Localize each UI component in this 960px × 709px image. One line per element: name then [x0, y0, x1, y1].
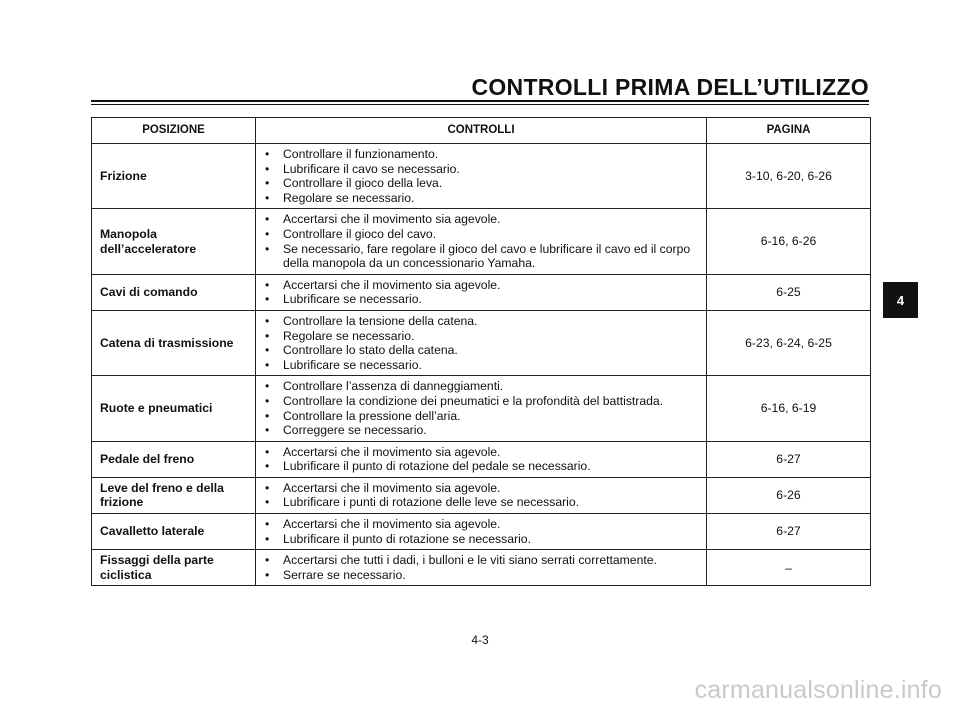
table-row [92, 441, 871, 477]
checks-list [265, 147, 700, 205]
position-cell: Cavi di comando [92, 274, 256, 310]
checks-cell [256, 209, 707, 274]
table-header-row [92, 118, 871, 144]
page-number: 4-3 [471, 633, 489, 647]
check-item: • Regolare se necessario. [265, 191, 700, 206]
checks-list [265, 379, 700, 437]
chapter-tab: 4 [883, 282, 918, 318]
header-checks: CONTROLLI [256, 118, 707, 144]
position-cell: Pedale del freno [92, 441, 256, 477]
controls-table [91, 117, 871, 586]
page-ref-cell: 6-26 [707, 477, 871, 513]
checks-cell [256, 550, 707, 586]
checks-list [265, 445, 700, 474]
checks-cell [256, 144, 707, 209]
check-item: • Accertarsi che il movimento sia agevole. [265, 212, 700, 227]
checks-list [265, 553, 700, 582]
page-ref-cell: 6-27 [707, 441, 871, 477]
check-item: • Controllare il funzionamento. [265, 147, 700, 162]
checks-cell [256, 274, 707, 310]
page-title: CONTROLLI PRIMA DELL’UTILIZZO [471, 74, 869, 100]
check-item: • Controllare la pressione dell’aria. [265, 409, 700, 424]
checks-list [265, 212, 700, 270]
page-ref-cell: 3-10, 6-20, 6-26 [707, 144, 871, 209]
check-item: • Accertarsi che il movimento sia agevole. [265, 481, 700, 496]
check-item: • Lubrificare se necessario. [265, 292, 700, 307]
table-body [92, 144, 871, 586]
check-item: • Accertarsi che il movimento sia agevole. [265, 445, 700, 460]
check-item: • Lubrificare i punti di rotazione delle leve se necessario. [265, 495, 700, 510]
table-row [92, 310, 871, 375]
page-ref-cell: 6-16, 6-26 [707, 209, 871, 274]
check-item: • Serrare se necessario. [265, 568, 700, 583]
check-item: • Regolare se necessario. [265, 329, 700, 344]
page-ref-cell: 6-16, 6-19 [707, 376, 871, 441]
position-cell: Leve del freno e della frizione [92, 477, 256, 513]
check-item: • Accertarsi che il movimento sia agevole. [265, 517, 700, 532]
table-row [92, 209, 871, 274]
watermark: carmanualsonline.info [694, 676, 942, 704]
check-item: • Se necessario, fare regolare il gioco del cavo e lubrificare il cavo ed il corpo della manopola da un concessionario Yamaha. [265, 242, 700, 271]
table-row [92, 477, 871, 513]
title-rule-thick [91, 100, 869, 102]
check-item: • Lubrificare il punto di rotazione del pedale se necessario. [265, 459, 700, 474]
page-ref-cell: 6-27 [707, 514, 871, 550]
header-page: PAGINA [707, 118, 871, 144]
position-cell: Manopola dell’acceleratore [92, 209, 256, 274]
check-item: • Controllare il gioco del cavo. [265, 227, 700, 242]
check-item: • Lubrificare il punto di rotazione se necessario. [265, 532, 700, 547]
checks-list [265, 517, 700, 546]
check-item: • Accertarsi che il movimento sia agevole. [265, 278, 700, 293]
position-cell: Frizione [92, 144, 256, 209]
table-row [92, 376, 871, 441]
position-cell: Ruote e pneumatici [92, 376, 256, 441]
check-item: • Controllare la condizione dei pneumatici e la profondità del battistrada. [265, 394, 700, 409]
page-ref-cell: 6-25 [707, 274, 871, 310]
check-item: • Lubrificare se necessario. [265, 358, 700, 373]
check-item: • Accertarsi che tutti i dadi, i bulloni e le viti siano serrati correttamente. [265, 553, 700, 568]
title-rule-thin [91, 104, 869, 105]
position-cell: Catena di trasmissione [92, 310, 256, 375]
check-item: • Controllare l’assenza di danneggiamenti. [265, 379, 700, 394]
checks-list [265, 278, 700, 307]
position-cell: Fissaggi della parte ciclistica [92, 550, 256, 586]
check-item: • Controllare lo stato della catena. [265, 343, 700, 358]
page-ref-cell: – [707, 550, 871, 586]
table-row [92, 144, 871, 209]
table-row [92, 550, 871, 586]
table-row [92, 274, 871, 310]
check-item: • Lubrificare il cavo se necessario. [265, 162, 700, 177]
check-item: • Controllare il gioco della leva. [265, 176, 700, 191]
checks-cell [256, 310, 707, 375]
checks-list [265, 314, 700, 372]
checks-cell [256, 376, 707, 441]
check-item: • Controllare la tensione della catena. [265, 314, 700, 329]
checks-cell [256, 441, 707, 477]
page-ref-cell: 6-23, 6-24, 6-25 [707, 310, 871, 375]
position-cell: Cavalletto laterale [92, 514, 256, 550]
header-position: POSIZIONE [92, 118, 256, 144]
table-row [92, 514, 871, 550]
check-item: • Correggere se necessario. [265, 423, 700, 438]
checks-cell [256, 477, 707, 513]
checks-list [265, 481, 700, 510]
checks-cell [256, 514, 707, 550]
